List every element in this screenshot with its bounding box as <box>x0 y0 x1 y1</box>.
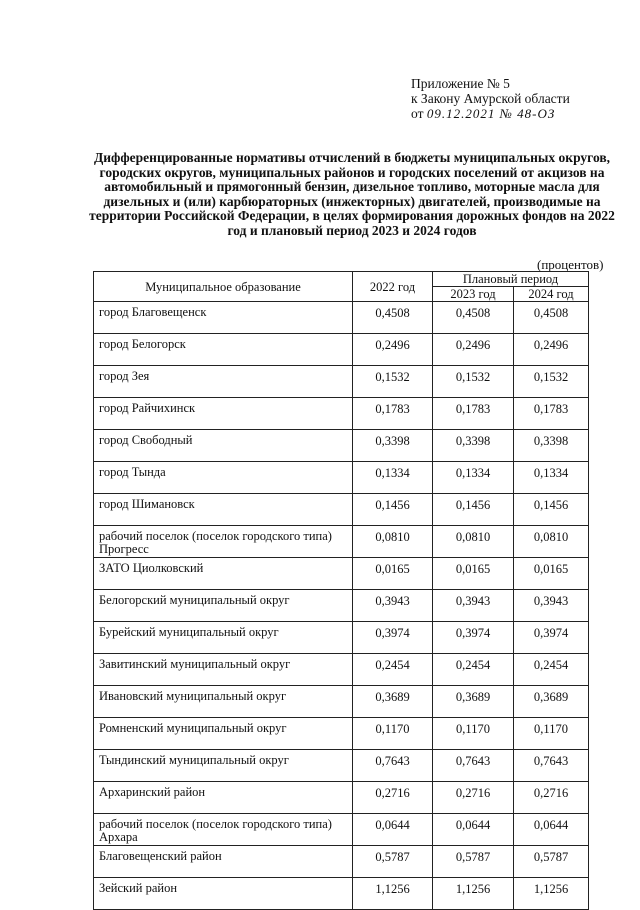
municipality-cell: Благовещенский район <box>94 846 353 878</box>
table-row <box>94 654 589 686</box>
table-row <box>94 590 589 622</box>
appendix-block <box>411 76 570 121</box>
value-2023-cell: 0,2454 <box>433 654 514 686</box>
header-2023: 2023 год <box>433 287 514 302</box>
table-row <box>94 814 589 846</box>
value-2022-cell: 1,1256 <box>353 878 433 910</box>
value-2022-cell: 0,3398 <box>353 430 433 462</box>
value-2024-cell: 1,1256 <box>514 878 589 910</box>
value-2024-cell: 0,2454 <box>514 654 589 686</box>
unit-label: (процентов) <box>537 257 604 272</box>
document-title: Дифференцированные нормативы отчислений в бюджеты муниципальных округов, городских округов, муниципальных районов и городских поселений от акцизов на автомобильный и прямогонный бензин, дизельное топливо, моторные масла для дизельных и (или) карбюраторных (инжекторных) двигателей, производимые на территории Российской Федерации, в целях формирования дорожных фондов на 2022 год и плановый период 2023 и 2024 годов <box>89 150 615 238</box>
table-row <box>94 718 589 750</box>
municipality-cell: город Благовещенск <box>94 302 353 334</box>
municipality-cell: город Зея <box>94 366 353 398</box>
handwritten-date-number: 09.12.2021 № 48-ОЗ <box>426 106 556 121</box>
header-municipality: Муниципальное образование <box>94 272 353 302</box>
value-2024-cell: 0,0165 <box>514 558 589 590</box>
value-2024-cell: 0,1334 <box>514 462 589 494</box>
value-2022-cell: 0,0165 <box>353 558 433 590</box>
table-row <box>94 526 589 558</box>
table-row <box>94 846 589 878</box>
value-2022-cell: 0,4508 <box>353 302 433 334</box>
municipality-cell: город Белогорск <box>94 334 353 366</box>
value-2022-cell: 0,1456 <box>353 494 433 526</box>
value-2022-cell: 0,0810 <box>353 526 433 558</box>
value-2022-cell: 0,1532 <box>353 366 433 398</box>
value-2022-cell: 0,3943 <box>353 590 433 622</box>
value-2023-cell: 0,3689 <box>433 686 514 718</box>
municipality-cell: город Тында <box>94 462 353 494</box>
municipality-cell: Тындинский муниципальный округ <box>94 750 353 782</box>
value-2022-cell: 0,2716 <box>353 782 433 814</box>
value-2024-cell: 0,5787 <box>514 846 589 878</box>
value-2023-cell: 1,1256 <box>433 878 514 910</box>
value-2022-cell: 0,2454 <box>353 654 433 686</box>
value-2024-cell: 0,7643 <box>514 750 589 782</box>
table-row <box>94 366 589 398</box>
value-2023-cell: 0,3943 <box>433 590 514 622</box>
value-2022-cell: 0,3689 <box>353 686 433 718</box>
value-2023-cell: 0,0810 <box>433 526 514 558</box>
table-row <box>94 750 589 782</box>
value-2023-cell: 0,1783 <box>433 398 514 430</box>
table-row <box>94 302 589 334</box>
value-2024-cell: 0,1170 <box>514 718 589 750</box>
municipality-cell: Ивановский муниципальный округ <box>94 686 353 718</box>
value-2022-cell: 0,1783 <box>353 398 433 430</box>
value-2022-cell: 0,1170 <box>353 718 433 750</box>
value-2022-cell: 0,3974 <box>353 622 433 654</box>
value-2023-cell: 0,3974 <box>433 622 514 654</box>
municipality-cell: Архаринский район <box>94 782 353 814</box>
appendix-number: Приложение № 5 <box>411 76 510 91</box>
appendix-date-prefix: от <box>411 106 424 121</box>
value-2024-cell: 0,3689 <box>514 686 589 718</box>
value-2023-cell: 0,2496 <box>433 334 514 366</box>
value-2023-cell: 0,0165 <box>433 558 514 590</box>
value-2023-cell: 0,7643 <box>433 750 514 782</box>
municipality-cell: Ромненский муниципальный округ <box>94 718 353 750</box>
value-2022-cell: 0,2496 <box>353 334 433 366</box>
value-2024-cell: 0,0810 <box>514 526 589 558</box>
value-2024-cell: 0,4508 <box>514 302 589 334</box>
norms-table <box>93 271 589 910</box>
table-row <box>94 430 589 462</box>
value-2023-cell: 0,1170 <box>433 718 514 750</box>
table-row <box>94 558 589 590</box>
municipality-cell: рабочий поселок (поселок городского типа) Архара <box>94 814 353 846</box>
value-2024-cell: 0,3398 <box>514 430 589 462</box>
value-2022-cell: 0,1334 <box>353 462 433 494</box>
municipality-cell: Зейский район <box>94 878 353 910</box>
value-2023-cell: 0,4508 <box>433 302 514 334</box>
value-2023-cell: 0,5787 <box>433 846 514 878</box>
municipality-cell: Белогорский муниципальный округ <box>94 590 353 622</box>
value-2024-cell: 0,1456 <box>514 494 589 526</box>
table-row <box>94 686 589 718</box>
municipality-cell: Завитинский муниципальный округ <box>94 654 353 686</box>
value-2024-cell: 0,2716 <box>514 782 589 814</box>
municipality-cell: город Свободный <box>94 430 353 462</box>
municipality-cell: город Шимановск <box>94 494 353 526</box>
header-2022: 2022 год <box>353 272 433 302</box>
value-2024-cell: 0,3974 <box>514 622 589 654</box>
value-2023-cell: 0,1334 <box>433 462 514 494</box>
municipality-cell: ЗАТО Циолковский <box>94 558 353 590</box>
value-2023-cell: 0,1532 <box>433 366 514 398</box>
header-planned-period: Плановый период <box>433 272 589 287</box>
table-row <box>94 462 589 494</box>
table-row <box>94 494 589 526</box>
value-2023-cell: 0,3398 <box>433 430 514 462</box>
table-row <box>94 622 589 654</box>
municipality-cell: рабочий поселок (поселок городского типа) Прогресс <box>94 526 353 558</box>
value-2024-cell: 0,1532 <box>514 366 589 398</box>
appendix-date <box>411 106 570 121</box>
value-2024-cell: 0,0644 <box>514 814 589 846</box>
value-2024-cell: 0,2496 <box>514 334 589 366</box>
municipality-cell: город Райчихинск <box>94 398 353 430</box>
appendix-law: к Закону Амурской области <box>411 91 570 106</box>
header-2024: 2024 год <box>514 287 589 302</box>
value-2023-cell: 0,1456 <box>433 494 514 526</box>
value-2023-cell: 0,2716 <box>433 782 514 814</box>
value-2024-cell: 0,1783 <box>514 398 589 430</box>
value-2023-cell: 0,0644 <box>433 814 514 846</box>
value-2022-cell: 0,0644 <box>353 814 433 846</box>
value-2024-cell: 0,3943 <box>514 590 589 622</box>
municipality-cell: Бурейский муниципальный округ <box>94 622 353 654</box>
table-row <box>94 334 589 366</box>
value-2022-cell: 0,5787 <box>353 846 433 878</box>
value-2022-cell: 0,7643 <box>353 750 433 782</box>
table-row <box>94 782 589 814</box>
table-row <box>94 398 589 430</box>
